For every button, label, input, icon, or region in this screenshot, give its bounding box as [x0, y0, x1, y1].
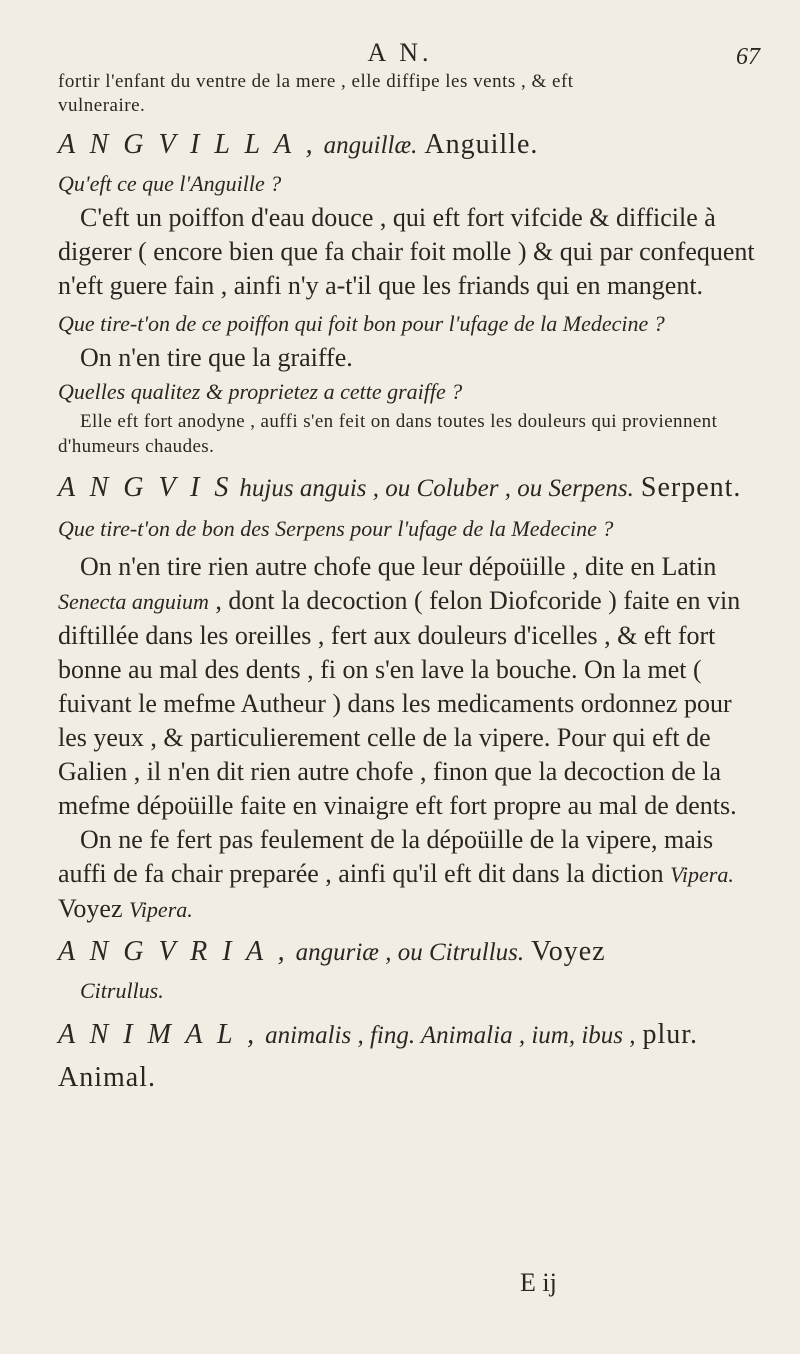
latin-form: hujus anguis , ou Coluber , ou Serpens. [239, 475, 634, 502]
text-span: On n'en tire rien autre chofe que leur dépoüille , dite en Latin [80, 552, 717, 581]
text-line [58, 70, 758, 118]
paragraph: Elle eft fort anodyne , auffi s'en feit on dans toutes les douleurs qui proviennent d'humeurs chaudes. [58, 411, 718, 457]
page-text [58, 70, 758, 1099]
entry-heading [58, 124, 758, 167]
question: Que tire-t'on de ce poiffon qui foit bon pour l'ufage de la Medecine ? [58, 311, 665, 336]
headword: A N G V I S [58, 472, 233, 503]
text-span: Voyez [58, 894, 123, 923]
text-span: vulneraire. [58, 95, 146, 116]
french-gloss: Voyez [531, 936, 606, 967]
question: Que tire-t'on de bon des Serpens pour l'ufage de la Medecine ? [58, 516, 614, 541]
running-head: A N. [367, 38, 433, 67]
headword: A N G V R I A , [58, 936, 289, 967]
paragraph: C'eft un poiffon d'eau douce , qui eft fort vifcide & difficile à digerer ( encore bien que fa chair foit molle ) & qui par confequent n'eft guere fain , ainfi n'y a-t'il que les friands qui en mangent. [58, 203, 755, 300]
french-gloss: Anguille. [424, 129, 539, 160]
text-span: On ne fe fert pas feulement de la dépoüille de la vipere, mais auffi de fa chair preparée , ainfi qu'il eft dit dans la diction [58, 825, 714, 888]
italic-term: Senecta anguium [58, 589, 209, 614]
headword: A N I M A L , [58, 1019, 259, 1050]
latin-form: anguillæ. [323, 132, 418, 159]
french-gloss: Serpent. [640, 472, 742, 503]
text-span: fortir l'enfant du ventre de la mere , elle diffipe les vents , & eft [58, 71, 574, 92]
headword: A N G V I L L A , [58, 129, 317, 160]
cross-reference: Citrullus. [80, 978, 164, 1003]
french-gloss: plur. Animal. [58, 1019, 699, 1093]
italic-term: Vipera. [129, 897, 193, 922]
latin-form: animalis , fing. Animalia , ium, ibus , [265, 1022, 636, 1049]
paragraph [58, 550, 758, 823]
paragraph [58, 823, 758, 927]
paragraph: On n'en tire que la graiffe. [80, 343, 353, 372]
page-number: 67 [736, 44, 760, 70]
latin-form: anguriæ , ou Citrullus. [295, 939, 525, 966]
italic-term: Vipera. [670, 862, 734, 887]
entry-heading [58, 931, 758, 974]
signature-mark: E ij [520, 1268, 557, 1297]
text-span: , dont la decoction ( felon Diofcoride ) faite en vin diftillée dans les oreilles , fert aux douleurs d'icelles , & eft fort bonne au mal des dents , fi on s'en lave la bouche. On la met ( fuivant le mefme Autheur ) dans les medicaments ordonnez pour les yeux , & particulierement celle de la vipere. Pour qui eft de Galien , il n'en dit rien autre chofe , finon que la decoction de la mefme dépoüille faite en vinaigre eft fort propre au mal de dents. [58, 586, 741, 820]
question: Qu'eft ce que l'Anguille ? [58, 171, 282, 196]
question: Quelles qualitez & proprietez a cette graiffe ? [58, 379, 463, 404]
entry-heading [58, 1014, 758, 1099]
entry-heading [58, 467, 758, 510]
